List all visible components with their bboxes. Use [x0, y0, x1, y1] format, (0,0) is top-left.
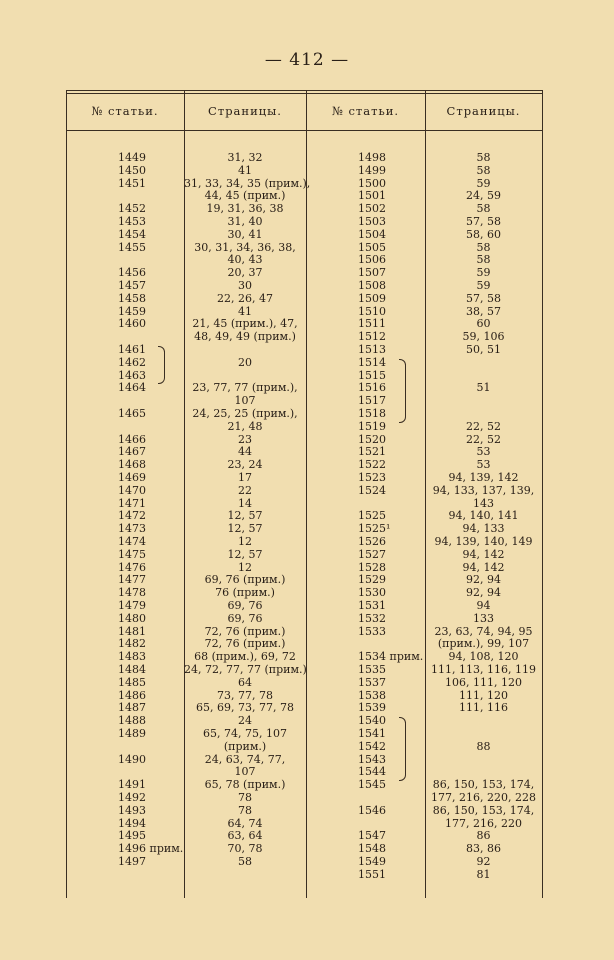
- article-number: 1516: [358, 381, 386, 395]
- header-article-number-right: № статьи.: [331, 104, 400, 118]
- page-references: 133: [473, 611, 494, 625]
- page-references: 23, 24: [227, 458, 263, 472]
- page-references: 57, 58: [466, 215, 501, 228]
- page-references: 73, 77, 78: [217, 688, 273, 702]
- page-references: 94, 133: [462, 522, 505, 536]
- article-number: 1450: [118, 163, 146, 177]
- article-number: 1483: [118, 650, 146, 664]
- page-references: 59: [476, 266, 491, 280]
- page-references: 92, 94: [466, 586, 501, 600]
- article-number: 1500: [358, 176, 386, 190]
- article-number: 1513: [358, 343, 386, 356]
- page-references: 58: [476, 240, 491, 254]
- article-number: 1451: [118, 176, 146, 190]
- article-number: 1548: [358, 842, 386, 856]
- border-right: [542, 90, 543, 898]
- article-number: 1535: [358, 663, 386, 676]
- page-references: 94, 133, 137, 139,: [432, 483, 535, 497]
- page-references: 65, 74, 75, 107: [203, 727, 287, 740]
- page-references: 57, 58: [466, 291, 501, 305]
- article-number: 1547: [358, 829, 386, 843]
- page-number: — 412 —: [264, 50, 350, 70]
- page-references: 94, 142: [462, 560, 505, 574]
- article-number: 1452: [118, 202, 146, 216]
- page-references: 68 (прим.), 69, 72: [194, 650, 296, 664]
- article-number: 1472: [118, 509, 146, 523]
- page-references: 21, 45 (прим.), 47,: [192, 317, 298, 331]
- article-number: 1486: [118, 688, 146, 702]
- page-references: 41: [238, 304, 252, 318]
- article-number: 1485: [118, 675, 146, 689]
- article-number: 1541: [358, 727, 386, 740]
- page-references: 78: [238, 803, 252, 817]
- brace-1461-1463: [158, 346, 165, 384]
- page-references: 40, 43: [227, 253, 263, 267]
- article-number: 1507: [358, 266, 386, 280]
- article-number: 1493: [118, 803, 146, 817]
- article-number: 1482: [118, 637, 146, 651]
- page-references: 51: [476, 381, 491, 395]
- article-number: 1462: [118, 355, 146, 369]
- article-number: 1526: [358, 535, 386, 548]
- page-references: 177, 216, 220, 228: [431, 791, 536, 804]
- page-references: 58: [476, 163, 491, 177]
- page-references: 17: [238, 471, 252, 484]
- article-number: 1498: [358, 151, 386, 164]
- article-number: 1533: [358, 624, 386, 638]
- article-number: 1487: [118, 701, 146, 715]
- article-number: 1476: [118, 560, 146, 574]
- page-references: 143: [473, 496, 494, 510]
- page-references: 30: [238, 279, 252, 292]
- article-number: 1540: [358, 714, 386, 728]
- page-references: 76 (прим.): [215, 586, 275, 600]
- article-number: 1511: [358, 317, 386, 331]
- article-number: 1489: [118, 727, 146, 740]
- article-number: 1543: [358, 752, 386, 766]
- brace-1514-1518: [399, 359, 406, 423]
- article-number: 1497: [118, 855, 146, 868]
- page-references: 64, 74: [227, 816, 263, 830]
- page-references: 86, 150, 153, 174,: [432, 803, 535, 817]
- article-number: 1515: [358, 368, 386, 382]
- article-number: 1527: [358, 547, 386, 561]
- article-number: 1475: [118, 547, 146, 561]
- article-number: 1473: [118, 522, 146, 536]
- header-pages-right: Страницы.: [446, 104, 521, 118]
- article-number: 1522: [358, 458, 386, 472]
- page-references: 30, 41: [227, 227, 263, 241]
- article-number: 1494: [118, 816, 146, 830]
- article-number: 1517: [358, 394, 386, 408]
- page-references: 78: [238, 791, 252, 804]
- article-number: 1542: [358, 739, 386, 753]
- article-number: 1537: [358, 675, 386, 689]
- page-references: 58: [476, 253, 491, 267]
- article-number: 1454: [118, 227, 146, 241]
- page-references: 50, 51: [466, 343, 501, 356]
- page-references: 72, 76 (прим.): [204, 624, 286, 638]
- article-number: 1534 прим.: [358, 650, 424, 664]
- article-number: 1508: [358, 279, 386, 292]
- page-references: 64: [238, 675, 252, 689]
- page-references: 22, 52: [466, 432, 501, 446]
- page-references: 94, 108, 120: [448, 650, 519, 664]
- article-number: 1495: [118, 829, 146, 843]
- page-references: 107: [234, 765, 256, 779]
- page-references: 72, 76 (прим.): [204, 637, 286, 651]
- article-number: 1499: [358, 163, 386, 177]
- page-references: 58: [476, 202, 491, 216]
- page-references: 12, 57: [227, 509, 263, 523]
- page-references: 59, 106: [462, 330, 505, 344]
- page-references: 59: [476, 176, 491, 190]
- page-references: 88: [476, 739, 491, 753]
- article-number: 1492: [118, 791, 146, 804]
- page-references: 177, 216, 220: [445, 816, 522, 830]
- page-references: 94, 139, 142: [448, 471, 519, 484]
- article-number: 1490: [118, 752, 146, 766]
- page-references: 24: [238, 714, 252, 728]
- page-references: 12, 57: [227, 547, 263, 561]
- page-references: 41: [238, 163, 252, 177]
- article-number: 1509: [358, 291, 386, 305]
- article-number: 1466: [118, 432, 146, 446]
- article-number: 1521: [358, 445, 386, 459]
- article-number: 1531: [358, 599, 386, 612]
- article-number: 1477: [118, 573, 146, 587]
- page-references: 59: [476, 279, 491, 292]
- article-number: 1530: [358, 586, 386, 600]
- article-number: 1458: [118, 291, 146, 305]
- page-references: 12: [238, 560, 252, 574]
- page-references: 12: [238, 535, 252, 548]
- page-references: 92, 94: [466, 573, 501, 587]
- page-references: 30, 31, 34, 36, 38,: [194, 240, 296, 254]
- article-number: 1504: [358, 227, 386, 241]
- article-number: 1470: [118, 483, 146, 497]
- page-references: 94, 140, 141: [448, 509, 519, 523]
- right-column: [66, 90, 542, 898]
- page-references: 24, 59: [466, 189, 501, 203]
- article-number: 1551: [358, 867, 386, 881]
- page-references: 31, 33, 34, 35 (прим.),: [184, 176, 311, 190]
- article-number: 1502: [358, 202, 386, 216]
- article-number: 1503: [358, 215, 386, 228]
- article-number: 1488: [118, 714, 146, 728]
- page-references: 38, 57: [466, 304, 501, 318]
- page-references: 63, 64: [227, 829, 263, 843]
- page-references: 44: [238, 445, 252, 459]
- page-references: 83, 86: [466, 842, 501, 856]
- article-number: 1529: [358, 573, 386, 587]
- page-references: 53: [476, 458, 491, 472]
- article-number: 1505: [358, 240, 386, 254]
- article-number: 1532: [358, 611, 386, 625]
- page-references: 19, 31, 36, 38: [206, 202, 284, 216]
- article-number: 1467: [118, 445, 146, 459]
- article-number: 1510: [358, 304, 386, 318]
- article-number: 1539: [358, 701, 386, 715]
- header-pages-left: Страницы.: [208, 104, 282, 118]
- article-number: 1480: [118, 611, 146, 625]
- page-references: 70, 78: [227, 842, 263, 856]
- article-number: 1456: [118, 266, 146, 280]
- page-references: 20, 37: [227, 266, 263, 280]
- article-number: 1457: [118, 279, 146, 292]
- article-number: 1544: [358, 765, 386, 779]
- page-references: 22: [238, 483, 252, 497]
- page-references: (прим.): [223, 739, 267, 753]
- article-number: 1449: [118, 151, 146, 164]
- article-number: 1468: [118, 458, 146, 472]
- page-references: 58: [238, 855, 252, 868]
- page-references: 94, 142: [462, 547, 505, 561]
- page-references: 107: [234, 394, 256, 408]
- page-references: 23: [238, 432, 252, 446]
- article-number: 1546: [358, 803, 386, 817]
- article-number: 1520: [358, 432, 386, 446]
- article-number: 1478: [118, 586, 146, 600]
- article-number: 1514: [358, 355, 386, 369]
- page-references: 22, 52: [466, 419, 501, 433]
- page-references: 24, 63, 74, 77,: [204, 752, 286, 766]
- article-number: 1461: [118, 343, 146, 356]
- article-number: 1460: [118, 317, 146, 331]
- page-references: 12, 57: [227, 522, 263, 536]
- article-number: 1463: [118, 368, 146, 382]
- header-article-number-left: № статьи.: [91, 104, 159, 118]
- page-references: 94: [476, 599, 491, 612]
- page-references: 69, 76 (прим.): [204, 573, 286, 587]
- article-number: 1549: [358, 855, 386, 868]
- page-references: 58: [476, 151, 491, 164]
- article-number: 1501: [358, 189, 386, 203]
- article-number: 1474: [118, 535, 146, 548]
- page-references: 31, 32: [227, 151, 263, 164]
- page-references: 53: [476, 445, 491, 459]
- page-references: 69, 76: [227, 599, 263, 612]
- article-number: 1464: [118, 381, 146, 395]
- page-references: 69, 76: [227, 611, 263, 625]
- page-references: 58, 60: [466, 227, 501, 241]
- article-number: 1538: [358, 688, 386, 702]
- page-references: 94, 139, 140, 149: [434, 535, 533, 548]
- page-references: 65, 78 (прим.): [204, 778, 286, 792]
- page-references: 31, 40: [227, 215, 263, 228]
- article-number: 1506: [358, 253, 386, 267]
- article-number: 1453: [118, 215, 146, 228]
- page-references: 60: [476, 317, 491, 331]
- page-references: 24, 25, 25 (прим.),: [192, 407, 298, 420]
- article-number: 1519: [358, 419, 386, 433]
- page-references: 111, 113, 116, 119: [431, 663, 536, 676]
- article-number: 1481: [118, 624, 146, 638]
- page-references: 24, 72, 77, 77 (прим.): [184, 663, 307, 676]
- page-references: 65, 69, 73, 77, 78: [196, 701, 294, 715]
- page-references: 44, 45 (прим.): [204, 189, 286, 203]
- page-references: 86: [476, 829, 491, 843]
- article-number: 1525¹: [358, 522, 391, 536]
- article-number: 1523: [358, 471, 386, 484]
- article-number: 1512: [358, 330, 386, 344]
- page-references: 23, 77, 77 (прим.),: [192, 381, 298, 395]
- article-number: 1518: [358, 407, 386, 420]
- article-number: 1479: [118, 599, 146, 612]
- article-number: 1471: [118, 496, 146, 510]
- page-references: 111, 120: [459, 688, 508, 702]
- article-number: 1496 прим.: [118, 842, 184, 856]
- article-number: 1469: [118, 471, 146, 484]
- article-number: 1525: [358, 509, 386, 523]
- article-number: 1528: [358, 560, 386, 574]
- article-number: 1491: [118, 778, 146, 792]
- page-references: 106, 111, 120: [445, 675, 522, 689]
- page-references: 20: [238, 355, 252, 369]
- page-references: 92: [476, 855, 491, 868]
- article-number: 1484: [118, 663, 146, 676]
- page-references: 86, 150, 153, 174,: [432, 778, 535, 792]
- brace-1540-1544: [399, 717, 406, 781]
- page-references: 21, 48: [227, 419, 263, 433]
- index-table: [66, 90, 542, 898]
- page-references: 14: [238, 496, 252, 510]
- article-number: 1455: [118, 240, 146, 254]
- article-number: 1465: [118, 407, 146, 420]
- page-references: 22, 26, 47: [217, 291, 273, 305]
- page-references: 23, 63, 74, 94, 95: [434, 624, 533, 638]
- article-number: 1524: [358, 483, 386, 497]
- page-references: 48, 49, 49 (прим.): [194, 330, 296, 344]
- page-references: 111, 116: [459, 701, 508, 715]
- page-references: 81: [476, 867, 491, 881]
- article-number: 1545: [358, 778, 386, 792]
- page-references: (прим.), 99, 107: [437, 637, 530, 651]
- article-number: 1459: [118, 304, 146, 318]
